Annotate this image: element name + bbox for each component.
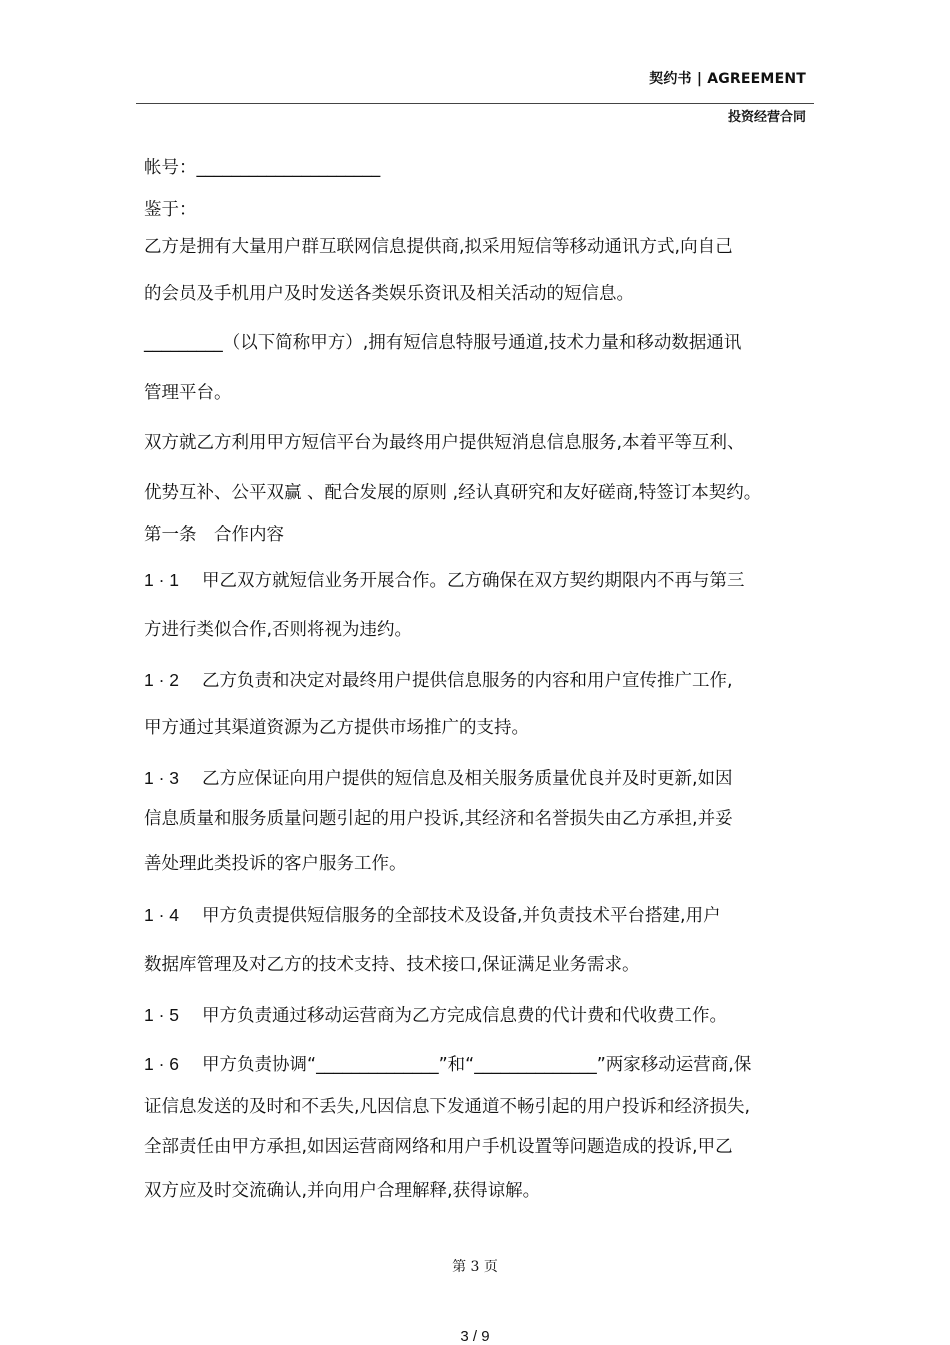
clause-line: 方进行类似合作,否则将视为违约。	[144, 620, 413, 640]
body-line: 的会员及手机用户及时发送各类娱乐资讯及相关活动的短信息。	[144, 284, 634, 304]
clause-line	[144, 1053, 751, 1076]
clause-number: 1 · 6	[144, 1054, 180, 1074]
clause-text: 甲方负责提供短信服务的全部技术及设备,并负责技术平台搭建,用户	[202, 906, 721, 926]
clause-line	[144, 904, 721, 927]
clause-text: 乙方负责和决定对最终用户提供信息服务的内容和用户宣传推广工作,	[202, 671, 733, 691]
header-title: 契约书 | AGREEMENT	[649, 71, 806, 87]
body-line: 管理平台。	[144, 383, 232, 403]
clause-line	[144, 669, 733, 692]
clause-text: 甲方负责协调“______________”和“______________”两家移动运营商,保	[202, 1055, 752, 1075]
clause-number: 1 · 5	[144, 1005, 180, 1025]
clause-number: 1 · 3	[144, 768, 180, 788]
clause-line: 善处理此类投诉的客户服务工作。	[144, 854, 407, 874]
clause-text: 乙方应保证向用户提供的短信息及相关服务质量优良并及时更新,如因	[202, 769, 733, 789]
whereas-label: 鉴于：	[144, 200, 197, 220]
clause-line: 数据库管理及对乙方的技术支持、技术接口,保证满足业务需求。	[144, 955, 640, 975]
header-divider	[136, 103, 814, 104]
clause-line	[144, 569, 745, 592]
page-number-label: 第 3 页	[452, 1259, 498, 1275]
clause-line: 甲方通过其渠道资源为乙方提供市场推广的支持。	[144, 718, 529, 738]
body-line: 乙方是拥有大量用户群互联网信息提供商,拟采用短信等移动通讯方式,向自己	[144, 237, 733, 257]
clause-number: 1 · 1	[144, 570, 180, 590]
clause-number: 1 · 2	[144, 670, 180, 690]
clause-line: 双方应及时交流确认,并向用户合理解释,获得谅解。	[144, 1181, 541, 1201]
clause-text: 甲方负责通过移动运营商为乙方完成信息费的代计费和代收费工作。	[202, 1006, 727, 1026]
page-count: 3 / 9	[460, 1328, 490, 1345]
account-line: 帐号：_____________________	[144, 158, 381, 178]
clause-text: 甲乙双方就短信业务开展合作。乙方确保在双方契约期限内不再与第三	[202, 571, 745, 591]
clause-number: 1 · 4	[144, 905, 180, 925]
body-line: _________（以下简称甲方）,拥有短信息特服号通道,技术力量和移动数据通讯	[144, 333, 742, 353]
body-line: 双方就乙方利用甲方短信平台为最终用户提供短消息信息服务,本着平等互利、	[144, 433, 745, 453]
clause-line	[144, 1004, 727, 1027]
article-heading: 第一条 合作内容	[144, 525, 284, 545]
header-subtitle: 投资经营合同	[727, 110, 806, 125]
clause-line	[144, 767, 733, 790]
clause-line: 信息质量和服务质量问题引起的用户投诉,其经济和名誉损失由乙方承担,并妥	[144, 809, 733, 829]
clause-line: 证信息发送的及时和不丢失,凡因信息下发通道不畅引起的用户投诉和经济损失,	[144, 1097, 751, 1117]
body-line: 优势互补、公平双赢 、配合发展的原则 ,经认真研究和友好磋商,特签订本契约。	[144, 483, 762, 503]
clause-line: 全部责任由甲方承担,如因运营商网络和用户手机设置等问题造成的投诉,甲乙	[144, 1137, 733, 1157]
